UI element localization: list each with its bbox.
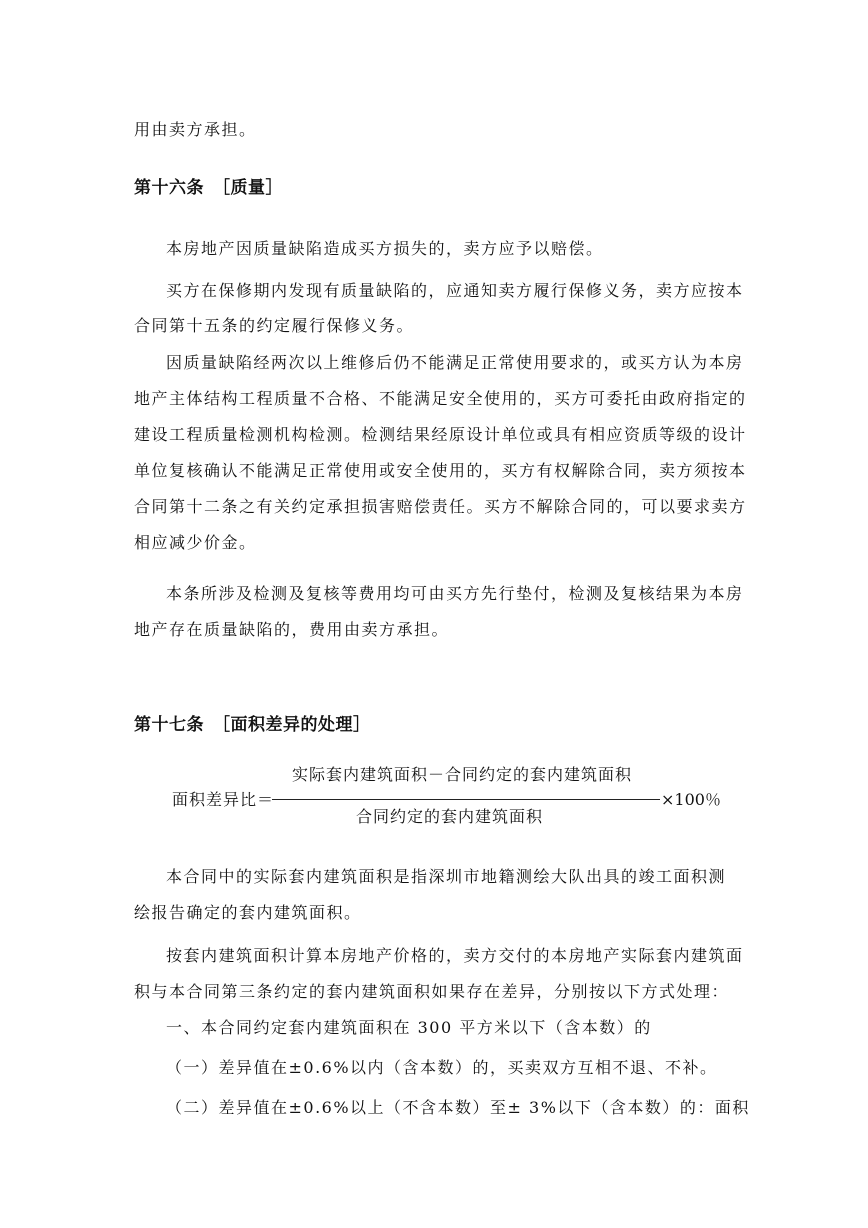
- article-17-item-1-sub-1: （一）差异值在±0.6%以内（含本数）的，买卖双方互相不退、不补。: [166, 1058, 718, 1077]
- article-16-para-4: 本条所涉及检测及复核等费用均可由买方先行垫付，检测及复核结果为本房: [166, 584, 744, 603]
- article-16-para-3: 因质量缺陷经两次以上维修后仍不能满足正常使用要求的，或买方认为本房: [166, 353, 744, 372]
- article-17-para-2: 按套内建筑面积计算本房地产价格的，卖方交付的本房地产实际套内建筑面: [166, 946, 744, 965]
- article-17-item-1: 一、本合同约定套内建筑面积在 300 平方米以下（含本数）的: [166, 1018, 652, 1037]
- article-17-item-1-sub-2: （二）差异值在±0.6%以上（不含本数）至± 3%以下（含本数）的：面积: [166, 1098, 750, 1117]
- article-16-para-3-cont-1: 地产主体结构工程质量不合格、不能满足安全使用的，买方可委托由政府指定的: [134, 389, 747, 408]
- article-16-para-4-cont: 地产存在质量缺陷的，费用由卖方承担。: [134, 620, 450, 639]
- intro-line: 用由卖方承担。: [134, 120, 257, 139]
- formula-numerator: 实际套内建筑面积－合同约定的套内建筑面积: [292, 765, 633, 784]
- article-16-para-3-cont-3: 单位复核确认不能满足正常使用或安全使用的，买方有权解除合同，卖方须按本: [134, 461, 747, 480]
- article-16-para-2-cont: 合同第十五条的约定履行保修义务。: [134, 316, 415, 335]
- article-17-heading: 第十七条 ［面积差异的处理］: [134, 715, 371, 735]
- article-16-para-2: 买方在保修期内发现有质量缺陷的，应通知卖方履行保修义务，卖方应按本: [166, 281, 744, 300]
- article-17-para-2-cont: 积与本合同第三条约定的套内建筑面积如果存在差异，分别按以下方式处理：: [134, 982, 730, 1001]
- article-16-para-1: 本房地产因质量缺陷造成买方损失的，卖方应予以赔偿。: [166, 239, 604, 258]
- formula-fraction-bar: [272, 799, 660, 800]
- article-16-para-3-cont-4: 合同第十二条之有关约定承担损害赔偿责任。买方不解除合同的，可以要求卖方: [134, 497, 747, 516]
- article-16-para-3-cont-2: 建设工程质量检测机构检测。检测结果经原设计单位或具有相应资质等级的设计: [134, 425, 747, 444]
- formula-multiplier: ×100％: [661, 790, 721, 809]
- formula-label: 面积差异比＝: [172, 790, 275, 809]
- article-17-para-1-cont: 绘报告确定的套内建筑面积。: [134, 903, 362, 922]
- article-17-para-1: 本合同中的实际套内建筑面积是指深圳市地籍测绘大队出具的竣工面积测: [166, 867, 727, 886]
- formula-denominator: 合同约定的套内建筑面积: [356, 807, 544, 826]
- article-16-heading: 第十六条 ［质量］: [134, 178, 283, 198]
- article-16-para-3-cont-5: 相应减少价金。: [134, 533, 257, 552]
